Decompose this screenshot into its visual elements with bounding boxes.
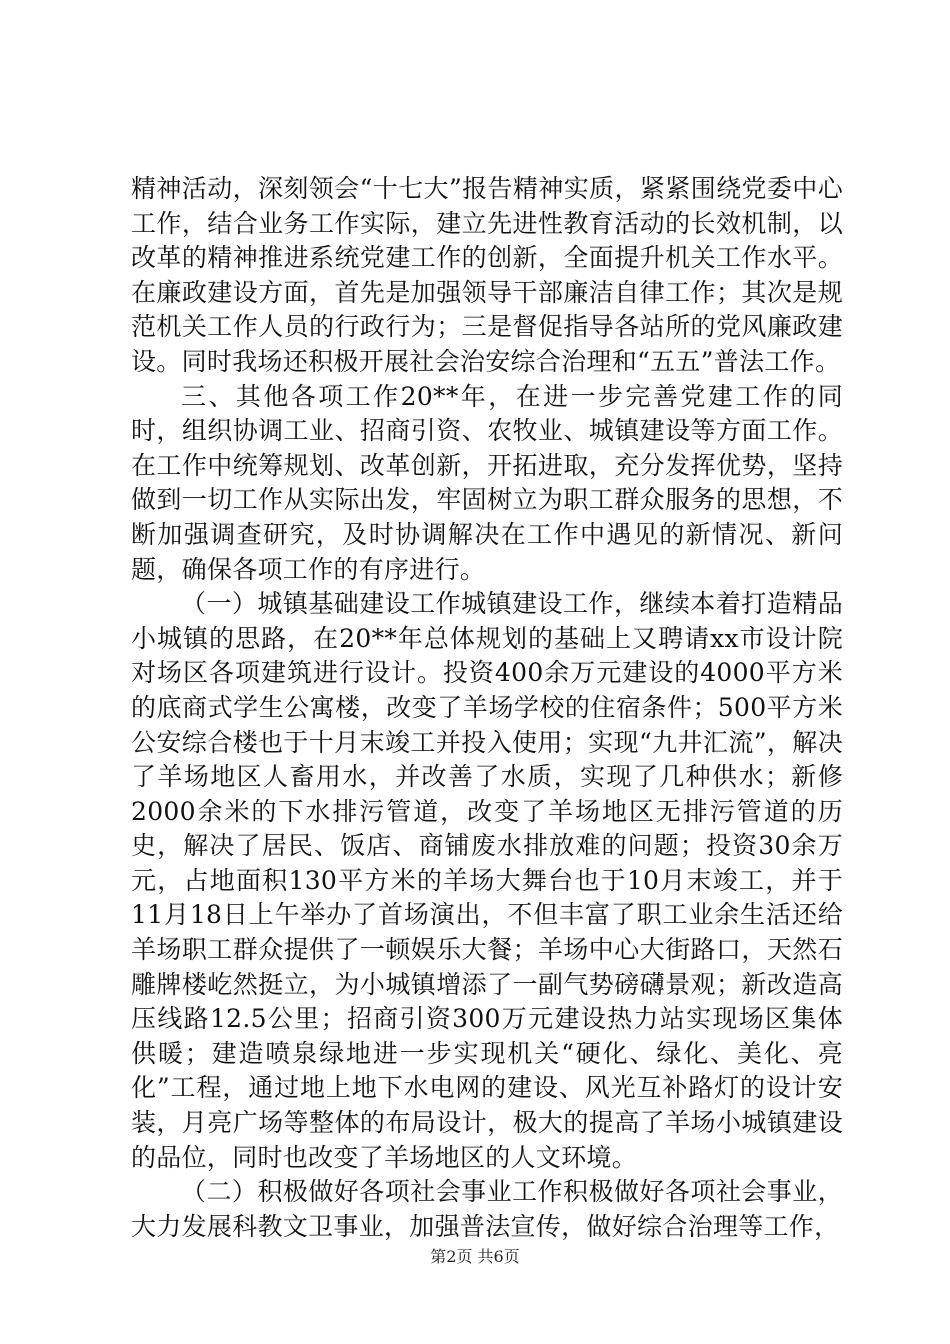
paragraph-subsection-two: （二）积极做好各项社会事业工作积极做好各项社会事业，大力发展科教文卫事业，加强普法宣传，做好综合治理等工作， xyxy=(131,1177,843,1241)
page-footer: 第2页 共6页 xyxy=(430,1247,520,1266)
paragraph-section-three: 三、其他各项工作20**年，在进一步完善党建工作的同时，组织协调工业、招商引资、农牧业、城镇建设等方面工作。在工作中统筹规划、改革创新，开拓进取，充分发挥优势，坚持做到一切工作从实际出发，牢固树立为职工群众服务的思想，不断加强调查研究，及时协调解决在工作中遇见的新情况、新问题，确保各项工作的有序进行。 xyxy=(131,381,843,584)
paragraph-continuation: 精神活动，深刻领会“十七大”报告精神实质，紧紧围绕党委中心工作，结合业务工作实际，建立先进性教育活动的长效机制，以改革的精神推进系统党建工作的创新，全面提升机关工作水平。在廉政建设方面，首先是加强领导干部廉洁自律工作；其次是规范机关工作人员的行政行为；三是督促指导各站所的党风廉政建设。同时我场还积极开展社会治安综合治理和“五五”普法工作。 xyxy=(131,174,843,376)
document-body xyxy=(131,172,843,1244)
paragraph-subsection-one: （一）城镇基础建设工作城镇建设工作，继续本着打造精品小城镇的思路，在20**年总体规划的基础上又聘请xx市设计院对场区各项建筑进行设计。投资400余万元建设的4000平方米的底商式学生公寓楼，改变了羊场学校的住宿条件；500平方米公安综合楼也于十月末竣工并投入使用；实现“九井汇流”，解决了羊场地区人畜用水，并改善了水质，实现了几种供水；新修2000余米的下水排污管道，改变了羊场地区无排污管道的历史，解决了居民、饭店、商铺废水排放难的问题；投资30余万元，占地面积130平方米的羊场大舞台也于10月末竣工，并于11月18日上午举办了首场演出，不但丰富了职工业余生活还给羊场职工群众提供了一顿娱乐大餐；羊场中心大街路口，天然石雕牌楼屹然挺立，为小城镇增添了一副气势磅礴景观；新改造高压线路12.5公里；招商引资300万元建设热力站实现场区集体供暖；建造喷泉绿地进一步实现机关“硬化、绿化、美化、亮化”工程，通过地上地下水电网的建设、风光互补路灯的设计安装，月亮广场等整体的布局设计，极大的提高了羊场小城镇建设的品位，同时也改变了羊场地区的人文环境。 xyxy=(131,589,843,1172)
